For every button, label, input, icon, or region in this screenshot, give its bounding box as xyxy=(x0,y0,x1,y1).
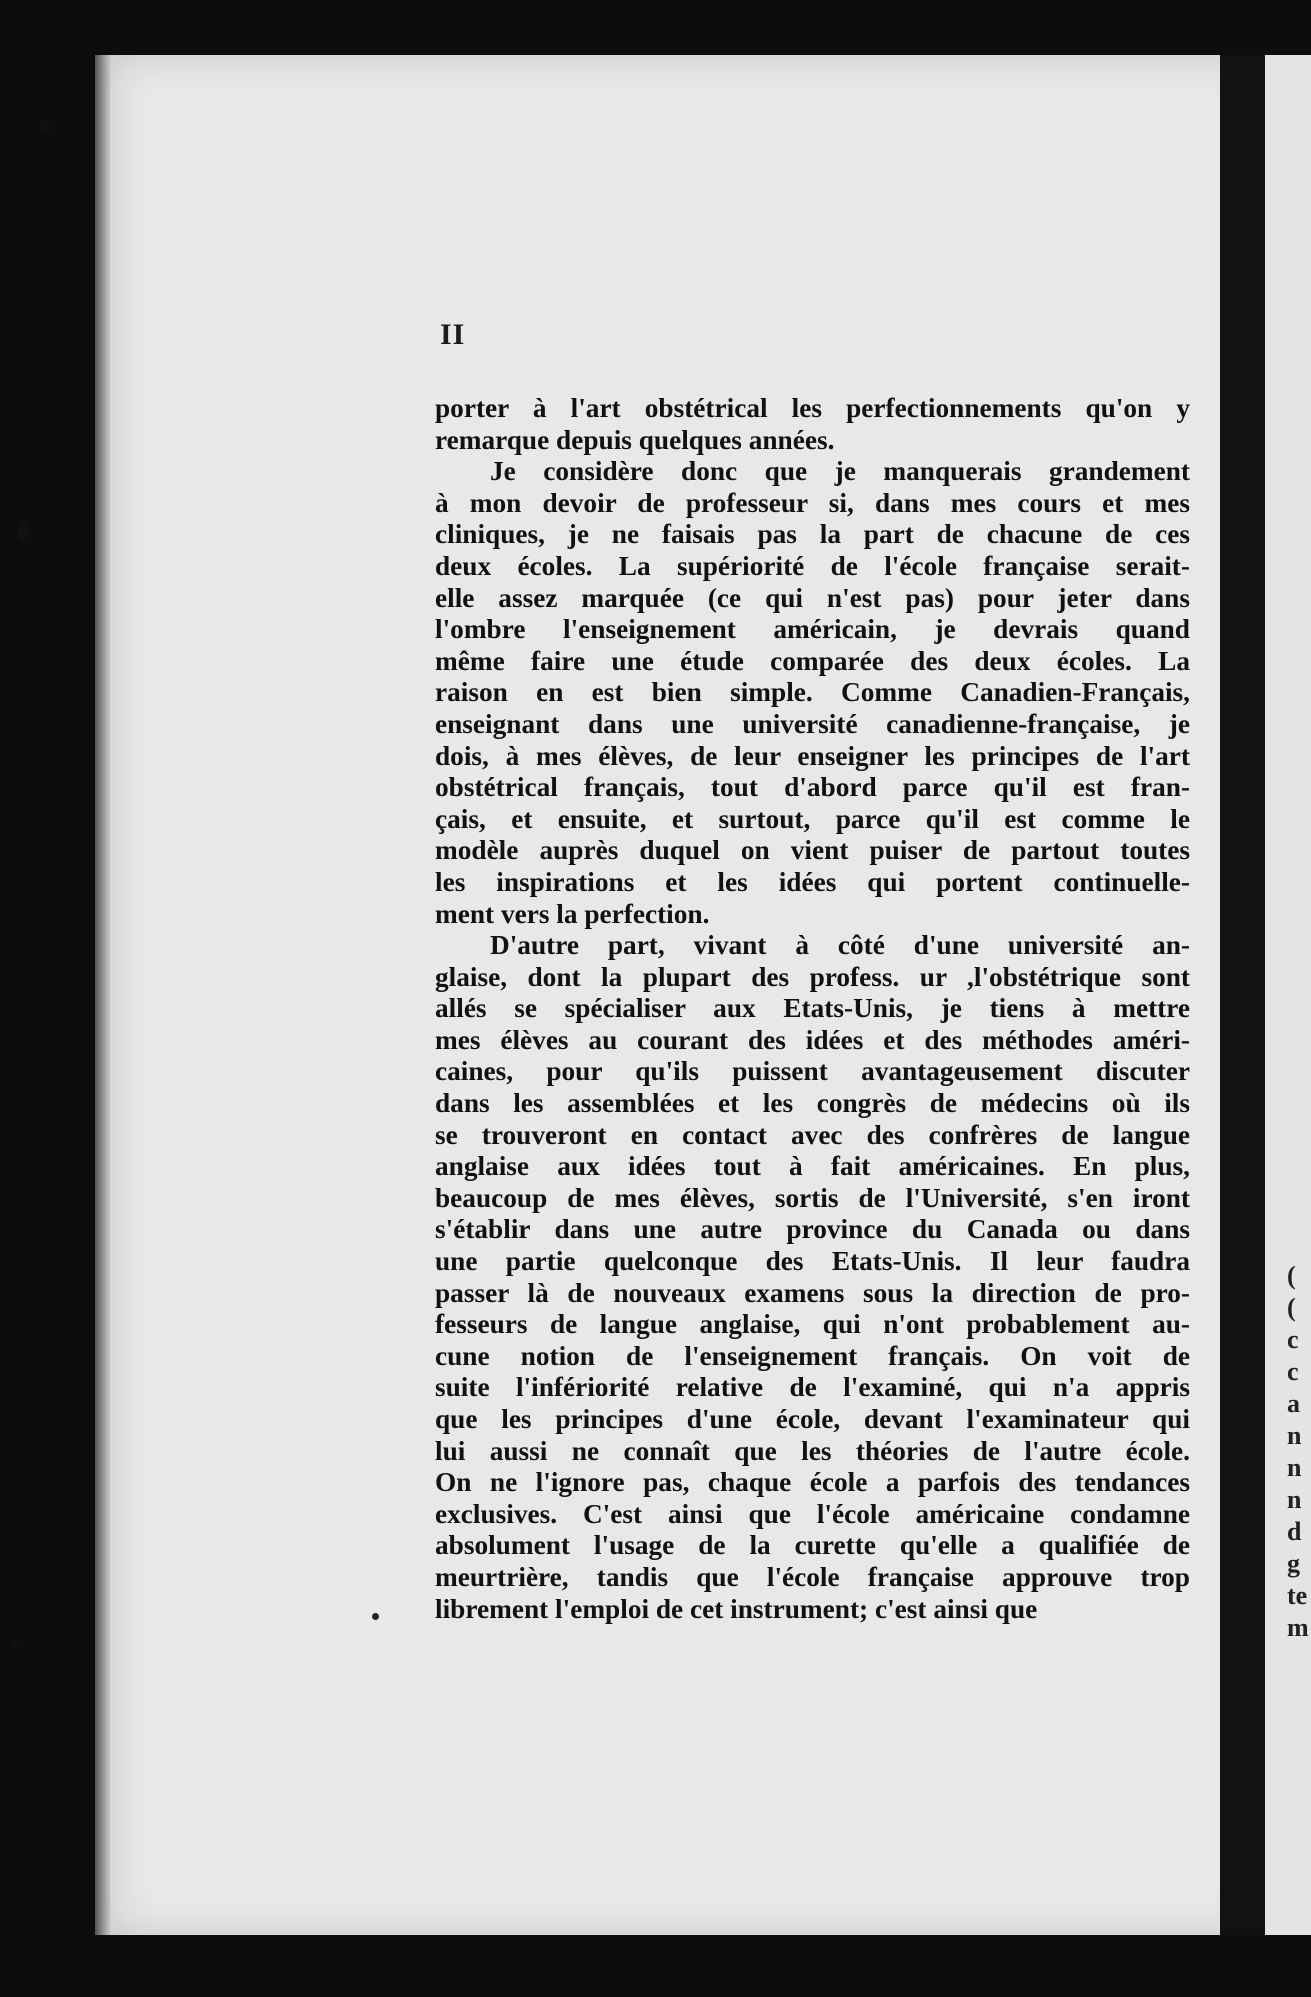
text-line: çais, et ensuite, et surtout, parce qu'il est comme le xyxy=(435,803,1190,834)
text-line: porter à l'art obstétrical les perfectionnements qu'on y xyxy=(435,393,1190,423)
text-line: anglaise aux idées tout à fait américaines. En plus, xyxy=(435,1151,1190,1182)
next-page-fragment: te xyxy=(1287,1581,1308,1610)
next-page-fragment: c xyxy=(1287,1325,1299,1354)
text-line: remarque depuis quelques années. xyxy=(435,424,835,455)
text-line: cliniques, je ne faisais pas la part de chacune de ces xyxy=(435,519,1190,550)
text-line: allés se spécialiser aux Etats-Unis, je tiens à mettre xyxy=(435,993,1190,1024)
text-line: deux écoles. La supériorité de l'école française serait- xyxy=(435,550,1190,581)
text-line: meurtrière, tandis que l'école française approuve trop xyxy=(435,1561,1190,1592)
next-page-fragment: m xyxy=(1287,1613,1309,1642)
text-line: dans les assemblées et les congrès de médecins où ils xyxy=(435,1088,1190,1119)
body-text xyxy=(435,393,1190,1625)
next-page-fragment: g xyxy=(1287,1549,1300,1578)
next-page-fragment: n xyxy=(1287,1485,1302,1514)
text-line: s'établir dans une autre province du Canada ou dans xyxy=(435,1214,1190,1245)
text-line: enseignant dans une université canadienne-française, je xyxy=(435,708,1190,739)
book-gutter xyxy=(1220,55,1265,1935)
next-page-fragment: c xyxy=(1287,1357,1299,1386)
text-line: elle assez marquée (ce qui n'est pas) pour jeter dans xyxy=(435,582,1190,613)
scan-speck xyxy=(12,1640,18,1648)
next-page-fragment: n xyxy=(1287,1421,1302,1450)
text-line: mes élèves au courant des idées et des méthodes améri- xyxy=(435,1024,1190,1055)
scan-speck xyxy=(18,520,28,542)
text-line: l'ombre l'enseignement américain, je devrais quand xyxy=(435,614,1190,645)
text-line: fesseurs de langue anglaise, qui n'ont probablement au- xyxy=(435,1309,1190,1340)
text-line: dois, à mes élèves, de leur enseigner les principes de l'art xyxy=(435,740,1190,771)
text-line: obstétrical français, tout d'abord parce qu'il est fran- xyxy=(435,772,1190,803)
text-line: même faire une étude comparée des deux écoles. La xyxy=(435,645,1190,676)
text-line: suite l'infériorité relative de l'examiné, qui n'a appris xyxy=(435,1372,1190,1403)
text-line: beaucoup de mes élèves, sortis de l'Université, s'en iront xyxy=(435,1182,1190,1213)
page-number: II xyxy=(440,318,466,351)
text-line: à mon devoir de professeur si, dans mes cours et mes xyxy=(435,487,1190,518)
text-line: absolument l'usage de la curette qu'elle a qualifiée de xyxy=(435,1530,1190,1561)
text-line: raison en est bien simple. Comme Canadien-Français, xyxy=(435,677,1190,708)
text-line: cune notion de l'enseignement français. On voit de xyxy=(435,1340,1190,1371)
text-line: modèle auprès duquel on vient puiser de partout toutes xyxy=(435,835,1190,866)
margin-mark xyxy=(372,1613,379,1620)
text-line: ment vers la perfection. xyxy=(435,898,710,929)
text-line: les inspirations et les idées qui portent continuelle- xyxy=(435,866,1190,897)
text-line: que les principes d'une école, devant l'examinateur qui xyxy=(435,1404,1190,1434)
text-line: glaise, dont la plupart des profess. ur ,l'obstétrique sont xyxy=(435,961,1190,992)
text-line: se trouveront en contact avec des confrères de langue xyxy=(435,1119,1190,1150)
next-page-fragment: d xyxy=(1287,1517,1302,1546)
text-line: une partie quelconque des Etats-Unis. Il leur faudra xyxy=(435,1246,1190,1277)
text-line: librement l'emploi de cet instrument; c'est ainsi que xyxy=(435,1593,1038,1624)
text-line: Je considère donc que je manquerais grandement xyxy=(490,456,1190,487)
text-line: lui aussi ne connaît que les théories de l'autre école. xyxy=(435,1435,1190,1466)
next-page-edge xyxy=(1265,55,1311,1935)
text-line: D'autre part, vivant à côté d'une université an- xyxy=(490,930,1190,961)
next-page-fragment: ( xyxy=(1287,1261,1296,1290)
text-line: passer là de nouveaux examens sous la direction de pro- xyxy=(435,1277,1190,1308)
text-line: On ne l'ignore pas, chaque école a parfois des tendances xyxy=(435,1467,1190,1498)
next-page-text-fragments xyxy=(1287,1260,1309,1644)
next-page-fragment: ( xyxy=(1287,1293,1296,1322)
scan-speck xyxy=(40,120,50,134)
text-line: exclusives. C'est ainsi que l'école américaine condamne xyxy=(435,1498,1190,1529)
text-line: caines, pour qu'ils puissent avantageusement discuter xyxy=(435,1056,1190,1087)
next-page-fragment: n xyxy=(1287,1453,1302,1482)
next-page-fragment: a xyxy=(1287,1389,1300,1418)
